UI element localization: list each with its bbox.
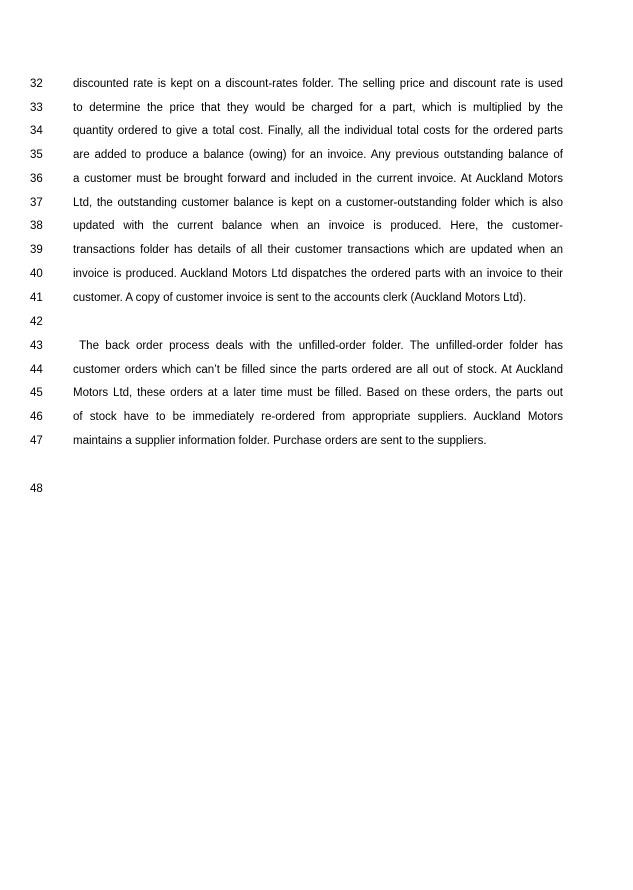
line-text: maintains a supplier information folder. Purchase orders are sent to the suppliers. [73, 435, 487, 447]
line-text: updated with the current balance when an invoice is produced. Here, the customer- [73, 220, 563, 232]
line-number: 37 [30, 197, 43, 209]
line-text: to determine the price that they would be charged for a part, which is multiplied by the [73, 102, 563, 114]
document-line [0, 242, 633, 258]
document-line [0, 385, 633, 401]
document-line [0, 218, 633, 234]
document-line [0, 76, 633, 92]
line-text: are added to produce a balance (owing) for an invoice. Any previous outstanding balance of [73, 149, 563, 161]
line-number: 36 [30, 173, 43, 185]
line-text: customer orders which can’t be filled since the parts ordered are all out of stock. At Auckland [73, 364, 563, 376]
document-line [0, 433, 633, 449]
document-line [0, 123, 633, 139]
line-number: 47 [30, 435, 43, 447]
line-number: 41 [30, 292, 43, 304]
line-text: a customer must be brought forward and included in the current invoice. At Auckland Motors [73, 173, 563, 185]
line-text: of stock have to be immediately re-ordered from appropriate suppliers. Auckland Motors [73, 411, 563, 423]
line-number: 34 [30, 125, 43, 137]
document-line [0, 362, 633, 378]
document-line [0, 314, 633, 330]
document-line [0, 266, 633, 282]
line-number: 33 [30, 102, 43, 114]
line-number: 48 [30, 483, 43, 495]
line-text: transactions folder has details of all their customer transactions which are updated when an [73, 244, 563, 256]
document-line [0, 338, 633, 354]
line-number: 43 [30, 340, 43, 352]
document-line [0, 409, 633, 425]
line-text: invoice is produced. Auckland Motors Ltd dispatches the ordered parts with an invoice to their [73, 268, 563, 280]
document-line [0, 171, 633, 187]
line-text: Ltd, the outstanding customer balance is kept on a customer-outstanding folder which is also [73, 197, 563, 209]
line-number: 44 [30, 364, 43, 376]
line-number: 32 [30, 78, 43, 90]
document-line [0, 100, 633, 116]
line-text: The back order process deals with the unfilled-order folder. The unfilled-order folder has [73, 340, 563, 352]
line-number: 40 [30, 268, 43, 280]
line-number: 46 [30, 411, 43, 423]
line-number: 45 [30, 387, 43, 399]
document-line [0, 481, 633, 497]
line-text: discounted rate is kept on a discount-rates folder. The selling price and discount rate is used [73, 78, 563, 90]
document-line [0, 147, 633, 163]
line-number: 42 [30, 316, 43, 328]
document-line [0, 290, 633, 306]
line-text: customer. A copy of customer invoice is sent to the accounts clerk (Auckland Motors Ltd). [73, 292, 527, 304]
line-number: 35 [30, 149, 43, 161]
line-number: 39 [30, 244, 43, 256]
line-text: quantity ordered to give a total cost. Finally, all the individual total costs for the ordered parts [73, 125, 563, 137]
line-number: 38 [30, 220, 43, 232]
line-text: Motors Ltd, these orders at a later time must be filled. Based on these orders, the parts out [73, 387, 563, 399]
document-line [0, 195, 633, 211]
